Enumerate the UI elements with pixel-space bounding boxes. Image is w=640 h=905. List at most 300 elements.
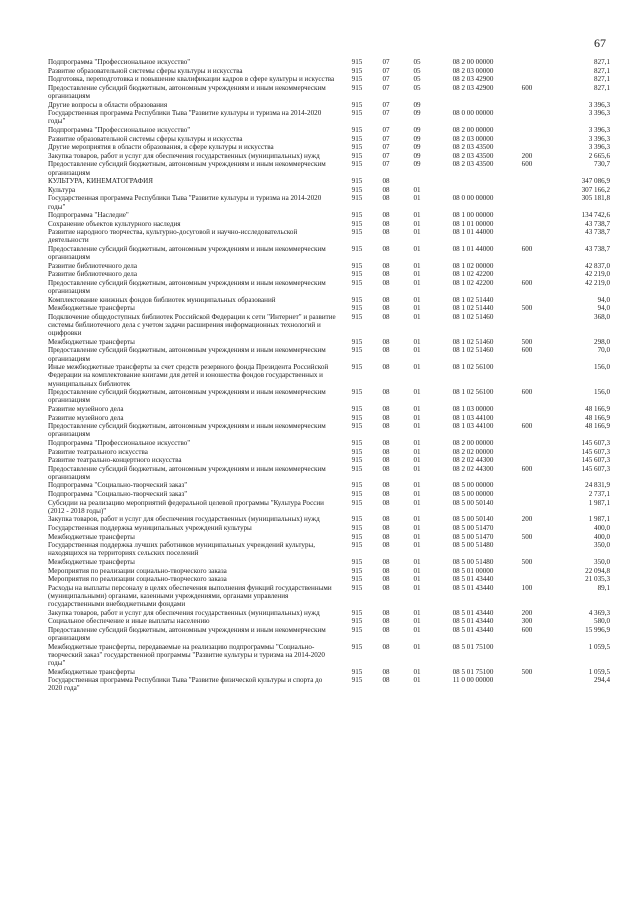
row-ministry-code: 915 bbox=[351, 211, 363, 220]
row-expense-type bbox=[514, 413, 540, 422]
row-amount: 827,1 bbox=[594, 58, 610, 67]
row-subsection-code: 01 bbox=[413, 557, 421, 566]
row-subsection-code: 01 bbox=[413, 304, 421, 313]
row-amount: 145 607,3 bbox=[581, 438, 610, 447]
row-name: Подпрограмма "Профессиональное искусство" bbox=[48, 438, 191, 447]
row-amount: 42 219,0 bbox=[585, 278, 610, 287]
row-expense-type bbox=[514, 211, 540, 220]
row-subsection-code: 09 bbox=[413, 143, 421, 152]
row-section-code: 08 bbox=[382, 541, 390, 550]
row-subsection-code: 01 bbox=[413, 541, 421, 550]
table-row bbox=[48, 558, 610, 567]
row-ministry-code: 915 bbox=[351, 109, 363, 118]
table-row bbox=[48, 617, 610, 626]
row-target-article: 08 5 01 43440 bbox=[452, 583, 494, 592]
row-ministry-code: 915 bbox=[351, 422, 363, 431]
row-name: Развитие музейного дела bbox=[48, 405, 124, 414]
row-expense-type bbox=[514, 177, 540, 186]
row-ministry-code: 915 bbox=[351, 270, 363, 279]
row-section-code: 07 bbox=[382, 66, 390, 75]
row-name: Предоставление субсидий бюджетным, автономным учреждениям и иным некоммерческим организациям bbox=[48, 388, 326, 405]
row-ministry-code: 915 bbox=[351, 438, 363, 447]
row-amount: 21 035,3 bbox=[585, 575, 610, 584]
row-target-article: 08 2 03 43500 bbox=[452, 143, 494, 152]
table-row bbox=[48, 405, 610, 414]
row-name: Подпрограмма "Социально-творческий заказ" bbox=[48, 490, 188, 499]
row-name: Межбюджетные трансферты bbox=[48, 667, 135, 676]
row-ministry-code: 915 bbox=[351, 228, 363, 237]
row-section-code: 08 bbox=[382, 413, 390, 422]
row-ministry-code: 915 bbox=[351, 642, 363, 651]
row-ministry-code: 915 bbox=[351, 58, 363, 67]
row-section-code: 07 bbox=[382, 75, 390, 84]
table-row bbox=[48, 338, 610, 347]
row-target-article bbox=[432, 101, 514, 110]
row-target-article: 08 2 02 44300 bbox=[452, 456, 494, 465]
row-name: Предоставление субсидий бюджетным, автономным учреждениям и иным некоммерческим организациям bbox=[48, 464, 326, 481]
row-ministry-code: 915 bbox=[351, 363, 363, 372]
row-name: Развитие образовательной системы сферы культуры и искусства bbox=[48, 66, 243, 75]
row-ministry-code: 915 bbox=[351, 557, 363, 566]
row-subsection-code: 05 bbox=[413, 58, 421, 67]
row-subsection-code: 01 bbox=[413, 676, 421, 685]
row-expense-type: 600 bbox=[521, 245, 533, 254]
row-ministry-code: 915 bbox=[351, 676, 363, 685]
row-expense-type: 500 bbox=[521, 557, 533, 566]
row-name: Развитие образовательной системы сферы культуры и искусства bbox=[48, 134, 243, 143]
row-section-code: 08 bbox=[382, 295, 390, 304]
row-ministry-code: 915 bbox=[351, 100, 363, 109]
row-amount: 3 396,3 bbox=[588, 100, 610, 109]
row-subsection-code: 01 bbox=[413, 185, 421, 194]
row-amount: 145 607,3 bbox=[581, 464, 610, 473]
row-subsection-code: 01 bbox=[413, 481, 421, 490]
row-section-code: 08 bbox=[382, 667, 390, 676]
row-expense-type bbox=[514, 490, 540, 499]
row-name: Закупка товаров, работ и услуг для обеспечения государственных (муниципальных) нужд bbox=[48, 515, 320, 524]
row-amount: 48 166,9 bbox=[585, 405, 610, 414]
row-subsection-code: 09 bbox=[413, 100, 421, 109]
row-name: Государственная программа Республики Тыва "Развитие культуры и туризма на 2014-2020 годы" bbox=[48, 109, 322, 126]
row-amount: 1 987,1 bbox=[588, 515, 610, 524]
row-section-code: 08 bbox=[382, 194, 390, 203]
row-section-code: 08 bbox=[382, 447, 390, 456]
row-target-article: 08 2 03 43500 bbox=[452, 160, 494, 169]
row-amount: 294,4 bbox=[594, 676, 610, 685]
row-amount: 134 742,6 bbox=[581, 211, 610, 220]
row-amount: 42 219,0 bbox=[585, 270, 610, 279]
row-amount: 94,0 bbox=[597, 295, 610, 304]
table-row bbox=[48, 608, 610, 617]
row-section-code: 08 bbox=[382, 304, 390, 313]
row-target-article: 08 1 02 51440 bbox=[452, 304, 494, 313]
row-expense-type bbox=[514, 524, 540, 533]
row-target-article: 08 5 00 51480 bbox=[452, 557, 494, 566]
row-amount: 145 607,3 bbox=[581, 447, 610, 456]
row-ministry-code: 915 bbox=[351, 278, 363, 287]
row-expense-type: 200 bbox=[521, 515, 533, 524]
row-name: Комплектование книжных фондов библиотек муниципальных образований bbox=[48, 295, 276, 304]
budget-table bbox=[48, 58, 610, 693]
row-subsection-code: 01 bbox=[413, 363, 421, 372]
row-amount: 1 059,5 bbox=[588, 667, 610, 676]
row-section-code: 08 bbox=[382, 245, 390, 254]
row-expense-type: 500 bbox=[521, 337, 533, 346]
row-name: Предоставление субсидий бюджетным, автономным учреждениям и иным некоммерческим организациям bbox=[48, 83, 326, 101]
row-name: Развитие театрально-концертного искусства bbox=[48, 456, 182, 465]
row-target-article: 08 5 00 50140 bbox=[452, 515, 494, 524]
row-target-article: 08 2 00 00000 bbox=[452, 126, 494, 135]
row-amount: 3 396,3 bbox=[588, 143, 610, 152]
row-section-code: 08 bbox=[382, 557, 390, 566]
row-amount: 15 996,9 bbox=[585, 625, 610, 634]
row-subsection-code: 01 bbox=[413, 464, 421, 473]
row-subsection-code: 01 bbox=[413, 228, 421, 237]
table-row bbox=[48, 177, 610, 186]
table-row bbox=[48, 388, 610, 405]
row-name: Предоставление субсидий бюджетным, автономным учреждениям и иным некоммерческим организациям bbox=[48, 422, 326, 439]
row-name: Предоставление субсидий бюджетным, автономным учреждениям и иным некоммерческим организациям bbox=[48, 160, 326, 177]
row-section-code: 08 bbox=[382, 456, 390, 465]
row-expense-type: 600 bbox=[521, 422, 533, 431]
table-row bbox=[48, 439, 610, 448]
row-ministry-code: 915 bbox=[351, 346, 363, 355]
row-name: Государственная программа Республики Тыва "Развитие культуры и туризма на 2014-2020 годы" bbox=[48, 194, 322, 211]
row-target-article: 08 2 00 00000 bbox=[452, 58, 494, 67]
row-ministry-code: 915 bbox=[351, 66, 363, 75]
row-section-code: 08 bbox=[382, 177, 390, 186]
row-target-article: 08 2 03 00000 bbox=[452, 134, 494, 143]
row-target-article: 08 0 00 00000 bbox=[452, 194, 494, 203]
table-row bbox=[48, 67, 610, 76]
row-target-article: 08 1 01 44000 bbox=[452, 228, 494, 237]
row-amount: 298,0 bbox=[594, 337, 610, 346]
table-row bbox=[48, 262, 610, 271]
table-row bbox=[48, 490, 610, 499]
row-amount: 24 831,9 bbox=[585, 481, 610, 490]
row-subsection-code: 01 bbox=[413, 566, 421, 575]
table-row bbox=[48, 515, 610, 524]
row-expense-type bbox=[514, 439, 540, 448]
row-target-article: 08 5 01 00000 bbox=[452, 566, 494, 575]
table-row bbox=[48, 541, 610, 558]
row-name: Социальное обеспечение и иные выплаты населению bbox=[48, 617, 210, 626]
row-section-code: 08 bbox=[382, 498, 390, 507]
row-expense-type bbox=[514, 481, 540, 490]
table-row bbox=[48, 109, 610, 126]
row-expense-type bbox=[514, 228, 540, 245]
row-section-code: 08 bbox=[382, 676, 390, 685]
row-subsection-code: 01 bbox=[413, 270, 421, 279]
row-target-article: 08 5 01 75100 bbox=[452, 667, 494, 676]
row-subsection-code: 01 bbox=[413, 617, 421, 626]
row-ministry-code: 915 bbox=[351, 126, 363, 135]
row-amount: 2 737,1 bbox=[588, 490, 610, 499]
row-section-code: 08 bbox=[382, 219, 390, 228]
row-section-code: 07 bbox=[382, 100, 390, 109]
row-subsection-code bbox=[402, 177, 432, 186]
row-subsection-code: 01 bbox=[413, 447, 421, 456]
table-row bbox=[48, 363, 610, 388]
row-expense-type bbox=[514, 405, 540, 414]
row-expense-type bbox=[514, 456, 540, 465]
row-target-article: 08 1 01 44000 bbox=[452, 245, 494, 254]
row-amount: 827,1 bbox=[594, 66, 610, 75]
table-row bbox=[48, 626, 610, 643]
row-expense-type bbox=[514, 219, 540, 228]
table-row bbox=[48, 566, 610, 575]
row-subsection-code: 05 bbox=[413, 83, 421, 92]
row-expense-type: 600 bbox=[521, 160, 533, 169]
row-subsection-code: 01 bbox=[413, 490, 421, 499]
row-ministry-code: 915 bbox=[351, 219, 363, 228]
row-name: Межбюджетные трансферты bbox=[48, 557, 135, 566]
row-subsection-code: 05 bbox=[413, 75, 421, 84]
row-expense-type: 500 bbox=[521, 532, 533, 541]
row-amount: 3 396,3 bbox=[588, 126, 610, 135]
row-target-article: 08 5 01 43440 bbox=[452, 608, 494, 617]
row-target-article: 08 5 00 50140 bbox=[452, 498, 494, 507]
row-target-article: 11 0 00 00000 bbox=[452, 676, 494, 685]
row-section-code: 08 bbox=[382, 337, 390, 346]
row-ministry-code: 915 bbox=[351, 498, 363, 507]
row-amount: 368,0 bbox=[594, 312, 610, 321]
row-section-code: 08 bbox=[382, 608, 390, 617]
row-section-code: 08 bbox=[382, 523, 390, 532]
row-amount: 400,0 bbox=[594, 523, 610, 532]
row-expense-type: 600 bbox=[521, 83, 533, 92]
row-expense-type: 600 bbox=[521, 278, 533, 287]
table-row bbox=[48, 575, 610, 584]
row-subsection-code: 01 bbox=[413, 575, 421, 584]
row-subsection-code: 01 bbox=[413, 346, 421, 355]
row-amount: 1 987,1 bbox=[588, 498, 610, 507]
table-row bbox=[48, 532, 610, 541]
row-target-article bbox=[432, 186, 514, 195]
row-subsection-code: 01 bbox=[413, 261, 421, 270]
row-subsection-code: 01 bbox=[413, 211, 421, 220]
row-subsection-code: 01 bbox=[413, 438, 421, 447]
row-expense-type bbox=[514, 642, 540, 667]
row-section-code: 07 bbox=[382, 83, 390, 92]
row-name: Государственная поддержка лучших работников муниципальных учреждений культуры, находящихся на территориях сельских поселений bbox=[48, 541, 316, 558]
row-ministry-code: 915 bbox=[351, 405, 363, 414]
row-ministry-code: 915 bbox=[351, 295, 363, 304]
row-section-code: 08 bbox=[382, 481, 390, 490]
row-target-article: 08 2 03 42900 bbox=[452, 83, 494, 92]
row-expense-type bbox=[514, 58, 540, 67]
row-name: Подключение общедоступных библиотек Российской Федерации к сети "Интернет" и развитие системы библиотечного дела с учетом задачи расширения информационных технологий и оцифровки bbox=[48, 312, 336, 338]
table-row bbox=[48, 134, 610, 143]
row-section-code: 08 bbox=[382, 532, 390, 541]
row-name: Расходы на выплаты персоналу в целях обеспечения выполнения функций государственными (муниципальными) органами, казенными учреждениями, органами управления государственными внебюджетными фондами bbox=[48, 583, 332, 609]
row-ministry-code: 915 bbox=[351, 160, 363, 169]
table-row bbox=[48, 194, 610, 211]
row-ministry-code: 915 bbox=[351, 134, 363, 143]
row-expense-type: 100 bbox=[521, 583, 533, 592]
row-section-code: 08 bbox=[382, 617, 390, 626]
table-row bbox=[48, 160, 610, 177]
row-section-code: 08 bbox=[382, 346, 390, 355]
row-subsection-code: 01 bbox=[413, 456, 421, 465]
row-amount: 347 086,9 bbox=[581, 177, 610, 186]
page-number: 67 bbox=[594, 36, 606, 50]
row-section-code: 08 bbox=[382, 566, 390, 575]
row-target-article: 08 1 00 00000 bbox=[452, 211, 494, 220]
row-subsection-code: 01 bbox=[413, 405, 421, 414]
row-ministry-code: 915 bbox=[351, 490, 363, 499]
row-amount: 94,0 bbox=[597, 304, 610, 313]
row-name: Субсидии на реализацию мероприятий федеральной целевой программы "Культура России (2012 - 2018 годы)" bbox=[48, 498, 324, 515]
row-expense-type bbox=[514, 447, 540, 456]
row-name: Межбюджетные трансферты bbox=[48, 337, 135, 346]
row-target-article: 08 1 02 56100 bbox=[452, 363, 494, 372]
row-subsection-code: 01 bbox=[413, 642, 421, 651]
row-expense-type bbox=[514, 566, 540, 575]
row-name: Подпрограмма "Наследие" bbox=[48, 211, 129, 220]
row-target-article: 08 5 01 43440 bbox=[452, 625, 494, 634]
row-amount: 43 738,7 bbox=[585, 245, 610, 254]
table-row bbox=[48, 84, 610, 101]
table-row bbox=[48, 481, 610, 490]
row-ministry-code: 915 bbox=[351, 583, 363, 592]
row-target-article: 08 1 03 00000 bbox=[452, 405, 494, 414]
row-section-code: 08 bbox=[382, 312, 390, 321]
row-subsection-code: 01 bbox=[413, 608, 421, 617]
row-target-article: 08 1 02 51460 bbox=[452, 337, 494, 346]
table-row bbox=[48, 270, 610, 279]
row-subsection-code: 01 bbox=[413, 667, 421, 676]
row-name: Другие мероприятия в области образования, в сфере культуры и искусства bbox=[48, 143, 274, 152]
row-name: Культура bbox=[48, 185, 76, 194]
row-name: Предоставление субсидий бюджетным, автономным учреждениям и иным некоммерческим организациям bbox=[48, 625, 326, 642]
row-amount: 145 607,3 bbox=[581, 456, 610, 465]
table-row bbox=[48, 422, 610, 439]
row-subsection-code: 05 bbox=[413, 66, 421, 75]
table-row bbox=[48, 676, 610, 693]
row-name: Развитие библиотечного дела bbox=[48, 261, 137, 270]
table-row bbox=[48, 498, 610, 515]
row-name: Другие вопросы в области образования bbox=[48, 100, 168, 109]
row-section-code: 08 bbox=[382, 228, 390, 237]
row-ministry-code: 915 bbox=[351, 617, 363, 626]
row-ministry-code: 915 bbox=[351, 151, 363, 160]
row-expense-type bbox=[514, 541, 540, 558]
row-section-code: 08 bbox=[382, 185, 390, 194]
row-name: КУЛЬТУРА, КИНЕМАТОГРАФИЯ bbox=[48, 177, 153, 186]
row-expense-type: 600 bbox=[521, 388, 533, 397]
row-amount: 400,0 bbox=[594, 532, 610, 541]
row-section-code: 07 bbox=[382, 126, 390, 135]
table-row bbox=[48, 186, 610, 195]
row-expense-type bbox=[514, 101, 540, 110]
row-name: Развитие музейного дела bbox=[48, 413, 124, 422]
row-ministry-code: 915 bbox=[351, 75, 363, 84]
row-amount: 350,0 bbox=[594, 541, 610, 550]
row-expense-type bbox=[514, 186, 540, 195]
row-amount: 42 837,0 bbox=[585, 261, 610, 270]
row-target-article: 08 1 02 51460 bbox=[452, 312, 494, 321]
row-name: Предоставление субсидий бюджетным, автономным учреждениям и иным некоммерческим организациям bbox=[48, 346, 326, 363]
row-ministry-code: 915 bbox=[351, 185, 363, 194]
row-name: Государственная поддержка муниципальных учреждений культуры bbox=[48, 523, 252, 532]
table-row bbox=[48, 465, 610, 482]
row-name: Развитие библиотечного дела bbox=[48, 270, 137, 279]
row-amount: 730,7 bbox=[594, 160, 610, 169]
row-target-article: 08 1 02 00000 bbox=[452, 261, 494, 270]
row-amount: 580,0 bbox=[594, 617, 610, 626]
row-section-code: 08 bbox=[382, 388, 390, 397]
row-target-article: 08 5 01 43440 bbox=[452, 617, 494, 626]
row-target-article: 08 1 02 51460 bbox=[452, 346, 494, 355]
row-name: Подпрограмма "Профессиональное искусство" bbox=[48, 126, 191, 135]
row-ministry-code: 915 bbox=[351, 413, 363, 422]
row-target-article: 08 5 00 00000 bbox=[452, 490, 494, 499]
row-name: Предоставление субсидий бюджетным, автономным учреждениям и иным некоммерческим организациям bbox=[48, 245, 326, 262]
row-amount: 156,0 bbox=[594, 363, 610, 372]
row-section-code: 08 bbox=[382, 625, 390, 634]
row-expense-type: 600 bbox=[521, 346, 533, 355]
row-expense-type: 200 bbox=[521, 151, 533, 160]
row-ministry-code: 915 bbox=[351, 608, 363, 617]
row-section-code: 08 bbox=[382, 211, 390, 220]
row-amount: 1 059,5 bbox=[588, 642, 610, 651]
row-amount: 3 396,3 bbox=[588, 134, 610, 143]
row-subsection-code: 01 bbox=[413, 337, 421, 346]
row-target-article: 08 2 03 42900 bbox=[452, 75, 494, 84]
row-ministry-code: 915 bbox=[351, 312, 363, 321]
row-target-article: 08 5 01 75100 bbox=[452, 642, 494, 651]
row-expense-type bbox=[514, 109, 540, 126]
row-amount: 4 369,3 bbox=[588, 608, 610, 617]
table-row bbox=[48, 642, 610, 667]
row-name: Развитие народного творчества, культурно-досуговой и научно-исследовательской деятельности bbox=[48, 228, 298, 245]
row-expense-type bbox=[514, 126, 540, 135]
table-row bbox=[48, 219, 610, 228]
row-name: Закупка товаров, работ и услуг для обеспечения государственных (муниципальных) нужд bbox=[48, 608, 320, 617]
row-subsection-code: 01 bbox=[413, 625, 421, 634]
row-section-code: 07 bbox=[382, 58, 390, 67]
row-target-article: 08 2 03 43500 bbox=[452, 151, 494, 160]
table-row bbox=[48, 447, 610, 456]
row-section-code: 08 bbox=[382, 575, 390, 584]
row-amount: 48 166,9 bbox=[585, 413, 610, 422]
row-target-article: 08 1 01 00000 bbox=[452, 219, 494, 228]
row-amount: 22 094,8 bbox=[585, 566, 610, 575]
row-ministry-code: 915 bbox=[351, 532, 363, 541]
row-amount: 2 665,6 bbox=[588, 151, 610, 160]
row-subsection-code: 09 bbox=[413, 109, 421, 118]
table-row bbox=[48, 456, 610, 465]
row-ministry-code: 915 bbox=[351, 464, 363, 473]
row-subsection-code: 01 bbox=[413, 194, 421, 203]
row-section-code: 08 bbox=[382, 464, 390, 473]
row-name: Иные межбюджетные трансферты за счет средств резервного фонда Президента Российской Федерации на комплектование книгами для детей и юношества фондов государственных и муниципальных библиотек bbox=[48, 363, 329, 388]
row-name: Межбюджетные трансферты bbox=[48, 532, 135, 541]
table-row bbox=[48, 228, 610, 245]
table-row bbox=[48, 101, 610, 110]
row-target-article: 08 5 00 51470 bbox=[452, 532, 494, 541]
row-amount: 89,1 bbox=[597, 583, 610, 592]
row-subsection-code: 09 bbox=[413, 151, 421, 160]
row-expense-type bbox=[514, 575, 540, 584]
table-row bbox=[48, 583, 610, 608]
table-row bbox=[48, 143, 610, 152]
table-row bbox=[48, 413, 610, 422]
row-target-article: 08 2 02 00000 bbox=[452, 447, 494, 456]
row-expense-type bbox=[514, 75, 540, 84]
row-expense-type bbox=[514, 67, 540, 76]
